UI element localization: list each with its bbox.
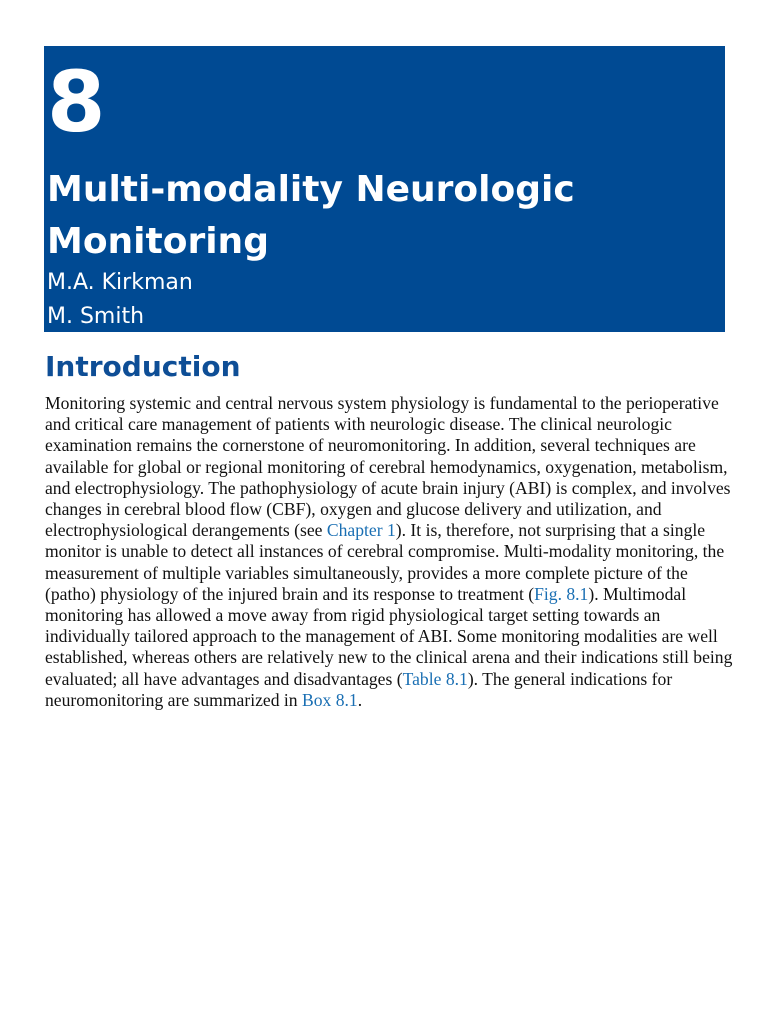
body-text-segment: ). It is, therefore, not surprising that a single monitor is unable to detect all instances of cerebral compromise. Multi-modality monitoring, the measurement of multiple variables simultaneously, provides a more complete picture of the (patho) physiology of the injured brain and its response to treatment ( (45, 520, 725, 604)
chapter-header (44, 46, 725, 332)
body-text-segment: ). The general indications for neuromonitoring are summarized in (45, 668, 673, 710)
chapter-title: Multi-modality Neurologic Monitoring (47, 169, 575, 262)
body-text-segment: ). Multimodal monitoring has allowed a move away from rigid physiological target setting towards an individually tailored approach to the management of ABI. Some monitoring modalities are well established, whereas others are relatively new to the clinical arena and their indications still being evaluated; all have advantages and disadvantages ( (45, 583, 733, 689)
box-link[interactable]: Box 8.1 (302, 689, 358, 710)
figure-link[interactable]: Fig. 8.1 (534, 583, 589, 604)
body-paragraph (45, 393, 735, 711)
body-text-segment: . (357, 689, 363, 710)
author-name: M.A. Kirkman (47, 270, 193, 295)
chapter-link[interactable]: Chapter 1 (326, 520, 396, 541)
table-link[interactable]: Table 8.1 (402, 668, 468, 689)
chapter-number: 8 (47, 53, 106, 151)
body-text-segment: Monitoring systemic and central nervous system physiology is fundamental to the perioperative and critical care management of patients with neurologic disease. The clinical neurologic examination remains the cornerstone of neuromonitoring. In addition, several techniques are available for global or regional monitoring of cerebral hemodynamics, oxygenation, metabolism, and electrophysiology. The pathophysiology of acute brain injury (ABI) is complex, and involves changes in cerebral blood flow (CBF), oxygen and glucose delivery and utilization, and electrophysiological derangements (see (45, 393, 731, 541)
section-heading: Introduction (45, 350, 241, 383)
author-name: M. Smith (47, 304, 145, 329)
